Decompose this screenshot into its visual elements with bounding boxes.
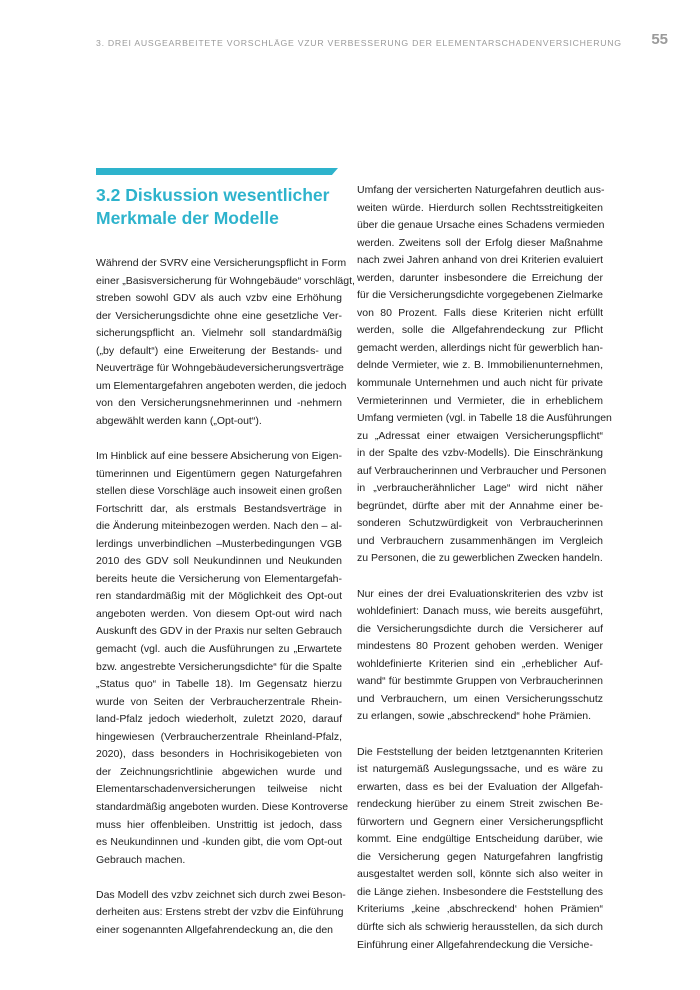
- text-line: einer „Basisversicherung für Wohngebäude“ vorschlägt,: [96, 274, 355, 287]
- text-line: dürfte sich als schwierig herausstellen, da sich durch: [357, 920, 603, 933]
- text-line: in der Spalte des vzbv-Modells). Die Einschränkung: [357, 447, 603, 460]
- text-line: 2010 des GDV soll Neukundinnen und Neukunden: [96, 555, 342, 568]
- text-line: und Verbrauchern zusammenhängen im Vergleich: [357, 534, 603, 547]
- text-line: die Versicherung gegen Naturgefahren langfristig: [357, 850, 603, 863]
- paragraph-gap: [357, 568, 603, 586]
- paragraph: [357, 586, 603, 726]
- text-line: muss hier offenbleiben. Unstrittig ist jedoch, dass: [96, 818, 342, 831]
- text-line: Das Modell des vzbv zeichnet sich durch zwei Beson-: [96, 888, 346, 901]
- right-text-column: [357, 182, 612, 954]
- text-line: Neuverträge für Wohngebäudeversicherungsverträge: [96, 362, 344, 375]
- text-line: erwarten, dass es bei der Evaluation der Allgefah-: [357, 780, 603, 793]
- text-line: werden, solle die Allgefahrendeckung zur Pflicht: [357, 324, 603, 337]
- text-line: um Elementargefahren angeboten werden, die jedoch: [96, 379, 347, 392]
- text-line: begründet, dürfte aber mit der Annahme einer be-: [357, 499, 603, 512]
- text-line: kommt. Eine endgültige Entscheidung darüber, wie: [357, 833, 603, 846]
- text-line: Nur eines der drei Evaluationskriterien des vzbv ist: [357, 587, 603, 600]
- paragraph: [96, 887, 346, 940]
- text-line: die Länge ziehen. Insbesondere die Feststellung des: [357, 885, 603, 898]
- text-line: tümerinnen und Eigentümern gegen Naturgefahren: [96, 467, 342, 480]
- text-line: Im Hinblick auf eine bessere Absicherung von Eigen-: [96, 450, 342, 463]
- text-line: („by default“) eine Erweiterung der Bestands- und: [96, 344, 342, 357]
- text-line: zu Personen, die zu gewerblichen Zwecken handeln.: [357, 552, 603, 565]
- text-line: delnde Vermieter, wie z. B. Immobilienunternehmen,: [357, 359, 603, 372]
- text-line: ist naturgemäß Auslegungssache, und es wäre zu: [357, 763, 603, 776]
- text-line: bereits heute die Versicherung von Elementargefah-: [96, 572, 342, 585]
- text-line: die Versicherungsdichte durch die Versicherer auf: [357, 622, 603, 635]
- text-line: fürwortern und Gegnern einer Versicherungspflicht: [357, 815, 603, 828]
- paragraph: [96, 448, 349, 869]
- running-header: 3. DREI AUSGEARBEITETE VORSCHLÄGE VZUR VERBESSERUNG DER ELEMENTARSCHADENVERSICHERUNG: [96, 38, 622, 48]
- text-line: Während der SVRV eine Versicherungspflicht in Form: [96, 257, 347, 269]
- page-number: 55: [651, 31, 668, 48]
- text-line: gemacht (vgl. auch die Ausführungen zu „Erwartete: [96, 643, 342, 656]
- text-line: land-Pfalz jedoch wiederholt, zuletzt 2020, darauf: [96, 713, 342, 726]
- text-line: „Status quo“ in Tabelle 18). Im Gegensatz hierzu: [96, 678, 342, 691]
- text-line: ren standardmäßig mit der Möglichkeit des Opt-out: [96, 590, 342, 603]
- text-line: für die Versicherungsdichte vorgegebenen Zielmarke: [357, 289, 603, 302]
- text-line: nach zwei Jahren anhand von drei Kriterien evaluiert: [357, 254, 603, 267]
- paragraph: [357, 744, 603, 955]
- text-line: sonderen Schutzwürdigkeit von Verbraucherinnen: [357, 517, 603, 530]
- text-line: derheiten aus: Erstens strebt der vzbv die Einführung: [96, 906, 344, 919]
- text-line: wohldefinierte Kriterien sind ein „erheblicher Auf-: [357, 657, 603, 670]
- text-line: Gebrauch machen.: [96, 853, 186, 866]
- text-line: von 80 Prozent. Falls diese Kriterien nicht erfüllt: [357, 306, 603, 319]
- paragraph-gap: [96, 869, 342, 887]
- text-line: wohldefiniert: Danach muss, wie bereits ausgeführt,: [357, 605, 603, 618]
- text-line: angeboten werden. Von diesem Opt-out wird nach: [96, 607, 342, 620]
- text-line: wurde von Seiten der Verbraucherzentrale Rhein-: [96, 695, 342, 708]
- text-line: abgewählt werden kann („Opt-out“).: [96, 414, 262, 427]
- text-line: werden, darunter insbesondere die Erreichung der: [357, 271, 603, 284]
- text-line: stellen diese Vorschläge auch insoweit einen großen: [96, 485, 342, 498]
- text-line: Umfang der versicherten Naturgefahren deutlich aus-: [357, 184, 605, 196]
- text-line: in „verbraucherähnlicher Lage“ wird nicht näher: [357, 482, 603, 495]
- section-title: [96, 184, 341, 230]
- text-line: es Neukundinnen und -kunden gibt, die vom Opt-out: [96, 836, 342, 849]
- text-line: gemacht werden, allerdings nicht für gewerblich han-: [357, 341, 603, 354]
- left-text-column: [96, 255, 355, 939]
- text-line: 2020), dass besonders in Hochrisikogebieten von: [96, 748, 342, 761]
- text-line: und Verbrauchern, um einen Versicherungsschutz: [357, 692, 603, 705]
- text-line: der Zeichnungsrichtlinie abgewichen wurde und: [96, 765, 342, 778]
- text-line: bzw. angestrebte Versicherungsdichte“ für die Spalte: [96, 660, 342, 673]
- text-line: auf Verbraucherinnen und Verbraucher und Personen: [357, 464, 607, 477]
- text-line: ausgestaltet werden soll, könnte sich also weiter in: [357, 868, 603, 881]
- text-line: einer sogenannten Allgefahrendeckung an, die den: [96, 923, 334, 936]
- text-line: rendeckung hierüber zu einem Streit zwischen Be-: [357, 798, 603, 811]
- section-title-line: Merkmale der Modelle: [96, 208, 279, 228]
- paragraph: [96, 255, 355, 430]
- paragraph-gap: [96, 430, 342, 448]
- text-line: Umfang vermieten (vgl. in Tabelle 18 die Ausführungen: [357, 412, 612, 425]
- text-line: sicherungspflicht an. Vielmehr soll standardmäßig: [96, 327, 342, 340]
- text-line: zu erlangen, sowie „abschreckend“ hohe Prämien.: [357, 710, 592, 723]
- text-line: lerdings unverbindlichen –Musterbedingungen VGB: [96, 537, 342, 550]
- text-line: mindestens 80 Prozent gehoben werden. Weniger: [357, 640, 603, 653]
- text-line: die Änderung miteinbezogen werden. Nach den – al-: [96, 520, 342, 533]
- section-title-line: 3.2 Diskussion wesentlicher: [96, 185, 330, 205]
- text-line: streben sowohl GDV als auch vzbv eine Erhöhung: [96, 292, 342, 305]
- text-line: Vermieterinnen und Vermieter, die in erheblichem: [357, 394, 603, 407]
- text-line: Elementarschadenversicherungen teilweise nicht: [96, 783, 342, 796]
- text-line: zu „Adressat einer etwaigen Versicherungspflicht“: [357, 429, 603, 442]
- paragraph-gap: [357, 726, 603, 744]
- text-line: werden. Zweitens soll der Erfolg dieser Maßnahme: [357, 236, 603, 249]
- text-line: Die Feststellung der beiden letztgenannten Kriterien: [357, 745, 603, 758]
- text-line: der Versicherungsdichte ohne eine gesetzliche Ver-: [96, 309, 342, 322]
- text-line: standardmäßig angeboten wurden. Diese Kontroverse: [96, 800, 349, 813]
- text-line: weiten würde. Hierdurch sollen Rechtsstreitigkeiten: [357, 201, 603, 214]
- section-accent-bar: [96, 168, 338, 175]
- text-line: hingewiesen (Verbraucherzentrale Rheinland-Pfalz,: [96, 730, 342, 743]
- text-line: wand“ für bestimmte Gruppen von Verbraucherinnen: [357, 675, 603, 688]
- paragraph: [357, 182, 612, 568]
- text-line: Einführung einer Allgefahrendeckung die Versiche-: [357, 938, 593, 951]
- text-line: Fortschritt dar, als erstmals Bestandsverträge in: [96, 502, 342, 515]
- text-line: Auskunft des GDV in der Praxis nur selten Gebrauch: [96, 625, 342, 638]
- text-line: über die genaue Ursache eines Schadens vermieden: [357, 219, 605, 232]
- text-line: kommunale Unternehmen und auch nicht für private: [357, 377, 603, 390]
- text-line: Kriteriums „keine ‚abschreckend‘ hohen Prämien“: [357, 903, 603, 916]
- text-line: von den Versicherungsnehmerinnen und -nehmern: [96, 397, 342, 410]
